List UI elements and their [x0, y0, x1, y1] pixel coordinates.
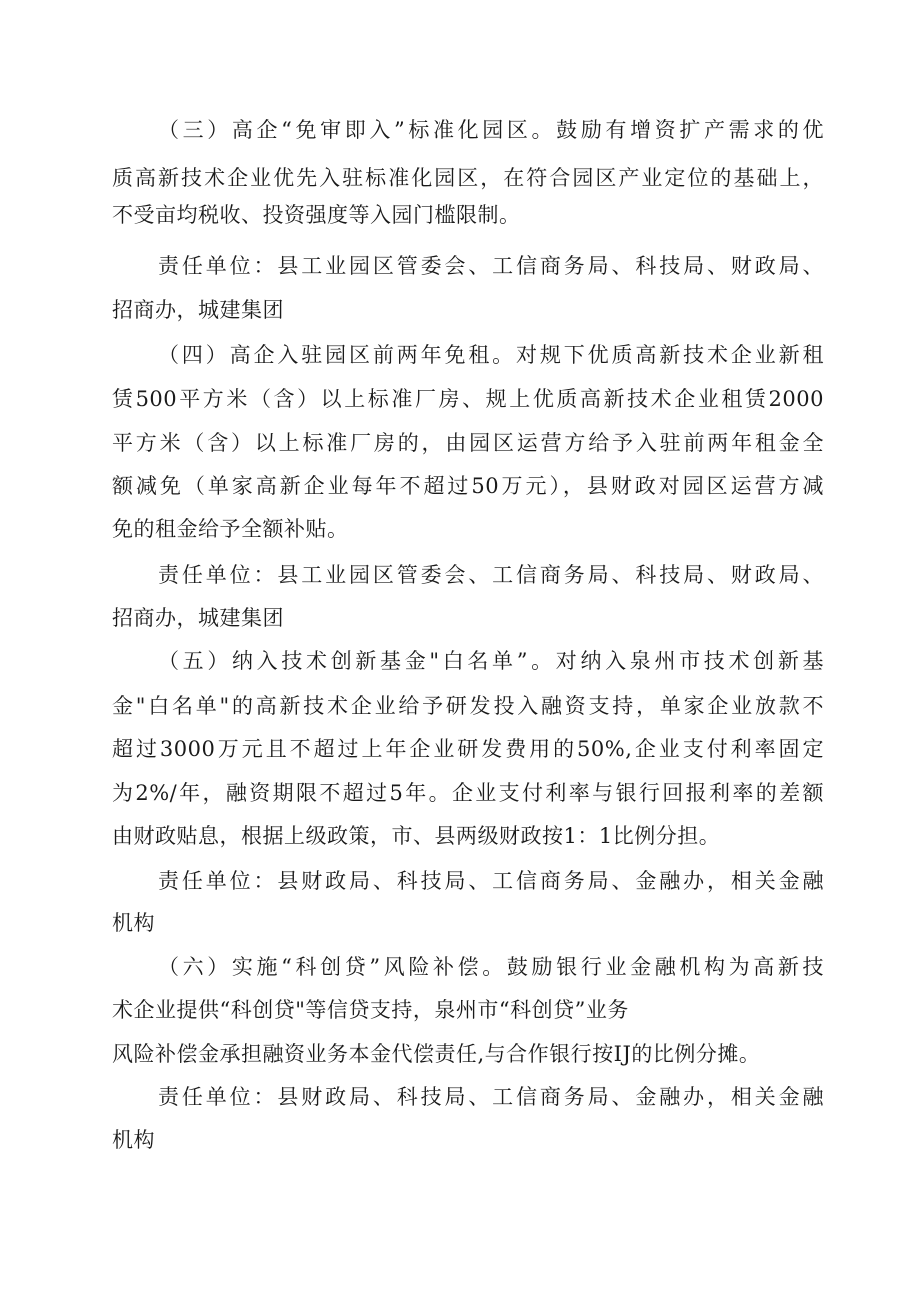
paragraph-line: 超过3000万元且不超过上年企业研发费用的50%,企业支付利率固定 [112, 737, 824, 761]
paragraph-line: 额减免（单家高新企业每年不超过50万元），县财政对园区运营方减 [112, 474, 824, 498]
paragraph-line: 为2%/年，融资期限不超过5年。企业支付利率与银行回报利率的差额 [112, 781, 824, 805]
responsible-unit-line: 招商办，城建集团 [112, 298, 284, 322]
paragraph-line: 平方米（含）以上标准厂房的，由园区运营方给予入驻前两年租金全 [112, 431, 824, 455]
paragraph-line: （五）纳入技术创新基金"白名单”。对纳入泉州市技术创新基 [158, 649, 824, 673]
responsible-unit-line: 责任单位：县财政局、科技局、工信商务局、金融办，相关金融 [158, 869, 824, 893]
responsible-unit-line: 机构 [112, 911, 155, 935]
responsible-unit-line: 责任单位：县财政局、科技局、工信商务局、金融办，相关金融 [158, 1085, 824, 1109]
paragraph-line: 风险补偿金承担融资业务本金代偿责任,与合作银行按IJ的比例分摊。 [112, 1042, 761, 1066]
responsible-unit-line: 招商办，城建集团 [112, 606, 284, 630]
responsible-unit-line: 机构 [112, 1128, 155, 1152]
paragraph-line: （六）实施“科创贷”风险补偿。鼓励银行业金融机构为高新技 [158, 955, 824, 979]
paragraph-line: 质高新技术企业优先入驻标准化园区，在符合园区产业定位的基础上， [112, 166, 824, 190]
paragraph-line: 赁500平方米（含）以上标准厂房、规上优质高新技术企业租赁2000 [112, 387, 824, 411]
paragraph-line: （四）高企入驻园区前两年免租。对规下优质高新技术企业新租 [158, 343, 824, 367]
paragraph-line: （三）高企“免审即入”标准化园区。鼓励有增资扩产需求的优 [158, 118, 824, 142]
paragraph-line: 由财政贴息，根据上级政策，市、县两级财政按1：1比例分担。 [112, 824, 721, 848]
paragraph-line: 不受亩均税收、投资强度等入园门槛限制。 [112, 203, 521, 227]
responsible-unit-line: 责任单位：县工业园区管委会、工信商务局、科技局、财政局、 [158, 563, 824, 587]
responsible-unit-line: 责任单位：县工业园区管委会、工信商务局、科技局、财政局、 [158, 254, 824, 278]
paragraph-line: 术企业提供“科创贷"等信贷支持，泉州市“科创贷”业务 [112, 998, 629, 1022]
paragraph-line: 免的租金给予全额补贴。 [112, 517, 349, 541]
paragraph-line: 金"白名单"的高新技术企业给予研发投入融资支持，单家企业放款不 [112, 694, 824, 718]
